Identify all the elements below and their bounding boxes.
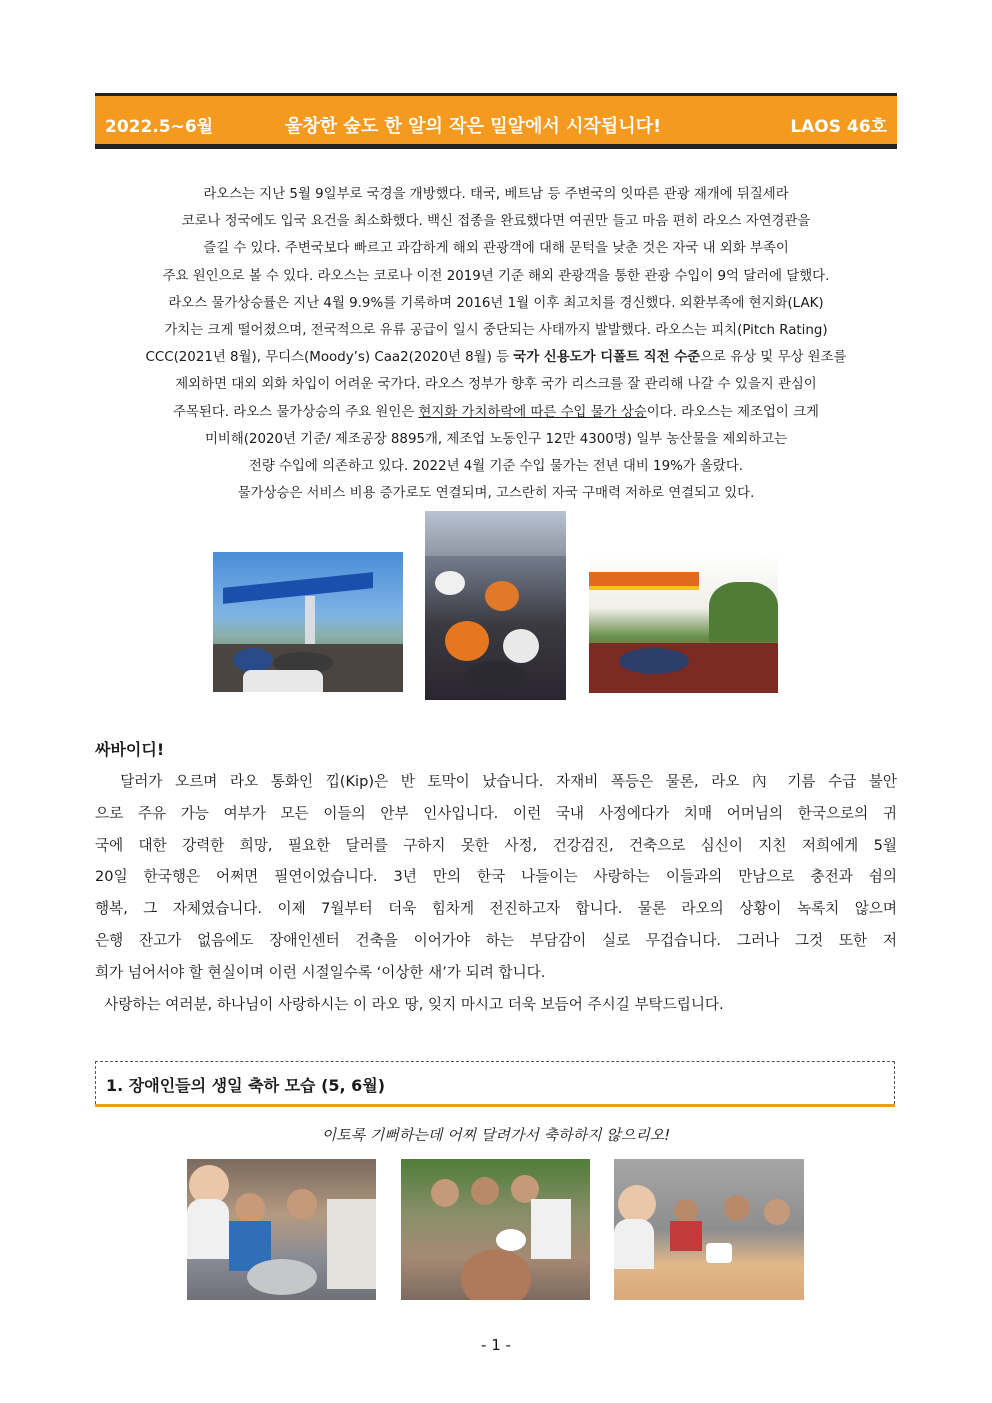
intro-line	[90, 344, 902, 371]
intro-line: 전량 수입에 의존하고 있다. 2022년 4월 기준 수입 물가는 전년 대비 19%가 올랐다.	[248, 459, 744, 475]
section-heading-box	[95, 1061, 895, 1104]
newsletter-motto: 울창한 숲도 한 알의 작은 밀알에서 시작됩니다!	[285, 116, 662, 137]
gas-station-photo-1	[213, 552, 403, 692]
motorbike-queue-photo	[425, 511, 566, 700]
section-rule	[95, 1104, 895, 1107]
section-title: 1. 장애인들의 생일 축하 모습 (5, 6월)	[106, 1076, 386, 1095]
intro-underline: 현지화 가치하락에 따른 수입 물가 상승	[418, 404, 647, 420]
intro-line: 미비해(2020년 기준/ 제조공장 8895개, 제조업 노동인구 12만 4300명) 일부 농산물을 제외하고는	[204, 431, 788, 447]
birthday-photo-1	[187, 1159, 376, 1300]
issue-number: LAOS 46호	[790, 117, 887, 137]
greeting-line: 은행 잔고가 없음에도 장애인센터 건축을 이어가야 하는 부담감이 실로 무겁습니다. 그러나 그것 또한 저	[95, 931, 897, 949]
birthday-photo-3	[614, 1159, 804, 1300]
greeting-line: 희가 넘어서야 할 현실이며 이런 시절일수록 ‘이상한 새’가 되려 합니다.	[95, 963, 546, 981]
greeting-line: 달러가 오르며 라오 통화인 낍(Kip)은 반 토막이 났습니다. 자재비 폭등은 물론, 라오 內 기름 수급 불안	[95, 773, 897, 790]
intro-emphasis: 국가 신용도가 디폴트 직전 수준	[513, 350, 701, 366]
greeting-line: 20일 한국행은 어쩌면 필연이었습니다. 3년 만의 한국 나들이는 사랑하는 이들과의 만남으로 충전과 쉼의	[95, 868, 897, 886]
photo-caption: 이토록 기뻐하는데 어찌 달려가서 축하하지 않으리오!	[321, 1126, 671, 1144]
intro-text: 으로 유상 및 무상 원조를	[700, 350, 847, 366]
intro-line: 제외하면 대외 외화 차입이 어려운 국가다. 라오스 정부가 향후 국가 리스크를 잘 관리해 나갈 수 있을지 관심이	[175, 377, 817, 393]
greeting-line: 으로 주유 가능 여부가 모든 이들의 안부 인사입니다. 이런 국내 사정에다가 치매 어머님의 한국으로의 귀	[95, 804, 897, 822]
issue-date: 2022.5~6월	[105, 117, 214, 137]
greeting-line: 국에 대한 강력한 희망, 필요한 달러를 구하지 못한 사정, 건강검진, 건축으로 심신이 지친 저희에게 5월	[95, 836, 897, 854]
gas-station-photo-2	[589, 552, 778, 693]
intro-line: 가치는 크게 떨어졌으며, 전국적으로 유류 공급이 일시 중단되는 사태까지 발발했다. 라오스는 피치(Pitch Rating)	[164, 323, 828, 339]
intro-line	[90, 399, 902, 426]
intro-line: 물가상승은 서비스 비용 증가로도 연결되며, 고스란히 자국 구매력 저하로 연결되고 있다.	[237, 486, 755, 502]
intro-line: 라오스는 지난 5월 9일부로 국경을 개방했다. 태국, 베트남 등 주변국의 잇따른 관광 재개에 뒤질세라	[203, 187, 789, 202]
intro-line: 즐길 수 있다. 주변국보다 빠르고 과감하게 해외 관광객에 대해 문턱을 낮춘 것은 자국 내 외화 부족이	[203, 241, 789, 257]
greeting-letter	[95, 766, 897, 1020]
intro-line: 코로나 정국에도 입국 요건을 최소화했다. 백신 접종을 완료했다면 여권만 들고 마음 편히 라오스 자연경관을	[181, 214, 811, 230]
intro-text: 이다. 라오스는 제조업이 크게	[646, 404, 819, 420]
header-banner	[95, 93, 897, 149]
intro-article	[90, 181, 902, 507]
intro-line: 라오스 물가상승률은 지난 4월 9.9%를 기록하며 2016년 1월 이후 최고치를 경신했다. 외환부족에 현지화(LAK)	[168, 295, 824, 311]
page-number: - 1 -	[481, 1336, 511, 1354]
birthday-photo-2	[401, 1159, 590, 1300]
intro-text: CCC(2021년 8월), 무디스(Moody’s) Caa2(2020년 8월) 등	[145, 350, 514, 366]
greeting-title: 싸바이디!	[95, 740, 165, 759]
greeting-line: 사랑하는 여러분, 하나님이 사랑하시는 이 라오 땅, 잊지 마시고 더욱 보듬어 주시길 부탁드립니다.	[95, 995, 724, 1013]
intro-text: 주목된다. 라오스 물가상승의 주요 원인은	[173, 404, 419, 420]
greeting-line: 행복, 그 자체였습니다. 이제 7월부터 더욱 힘차게 전진하고자 합니다. 물론 라오의 상황이 녹록치 않으며	[95, 900, 897, 918]
intro-line: 주요 원인으로 볼 수 있다. 라오스는 코로나 이전 2019년 기준 해외 관광객을 통한 관광 수입이 9억 달러에 달했다.	[162, 268, 830, 284]
